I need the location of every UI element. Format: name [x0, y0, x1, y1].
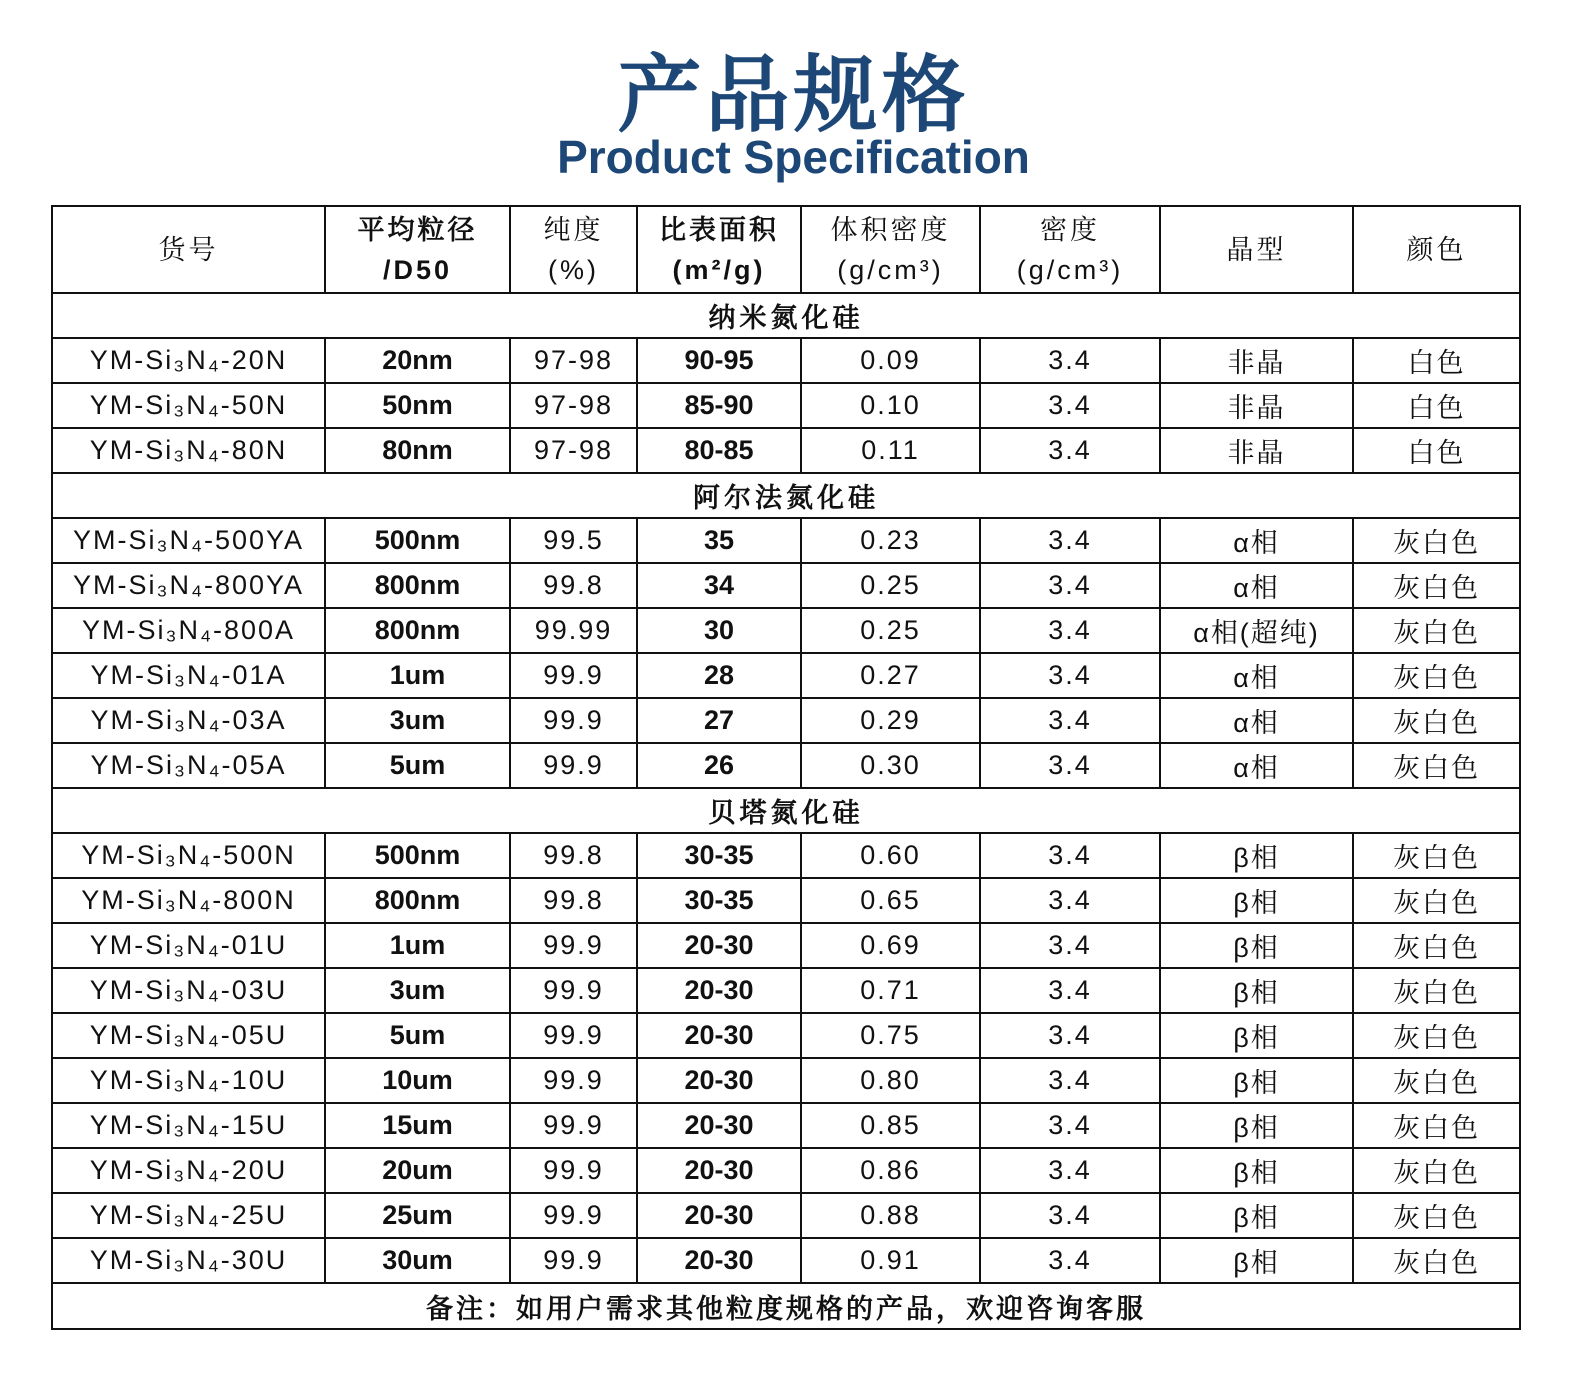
cell-avg-particle-size: 20um — [325, 1148, 510, 1193]
cell-density: 3.4 — [980, 518, 1160, 563]
cell-bulk-density: 0.25 — [801, 608, 980, 653]
cell-purity: 97-98 — [510, 338, 637, 383]
table-row — [52, 563, 1520, 608]
cell-color: 白色 — [1353, 428, 1520, 473]
cell-purity: 99.9 — [510, 698, 637, 743]
cell-density: 3.4 — [980, 1103, 1160, 1148]
cell-bulk-density: 0.75 — [801, 1013, 980, 1058]
cell-purity: 99.5 — [510, 518, 637, 563]
cell-specific-surface-area: 35 — [637, 518, 801, 563]
cell-crystal-type: 非晶 — [1160, 383, 1353, 428]
section-row — [52, 293, 1520, 338]
cell-avg-particle-size: 5um — [325, 1013, 510, 1058]
cell-avg-particle-size: 1um — [325, 923, 510, 968]
cell-purity: 99.8 — [510, 563, 637, 608]
cell-bulk-density: 0.80 — [801, 1058, 980, 1103]
header-unit: (m²/g) — [672, 254, 766, 285]
cell-color: 灰白色 — [1353, 698, 1520, 743]
cell-density: 3.4 — [980, 833, 1160, 878]
section-row — [52, 473, 1520, 518]
cell-avg-particle-size: 50nm — [325, 383, 510, 428]
cell-specific-surface-area: 90-95 — [637, 338, 801, 383]
cell-crystal-type: β相 — [1160, 1103, 1353, 1148]
cell-color: 灰白色 — [1353, 1148, 1520, 1193]
cell-specific-surface-area: 26 — [637, 743, 801, 788]
cell-color: 灰白色 — [1353, 608, 1520, 653]
page-title-en: Product Specification — [557, 131, 1030, 183]
header-label: 颜色 — [1406, 234, 1467, 265]
cell-color: 灰白色 — [1353, 563, 1520, 608]
cell-purity: 99.9 — [510, 1103, 637, 1148]
header-label: 晶型 — [1226, 234, 1287, 265]
cell-product-code: YM-Si₃N₄-05U — [52, 1013, 325, 1058]
table-row — [52, 1148, 1520, 1193]
table-row — [52, 608, 1520, 653]
cell-specific-surface-area: 20-30 — [637, 1238, 801, 1283]
cell-avg-particle-size: 1um — [325, 653, 510, 698]
header-density — [980, 206, 1160, 293]
cell-crystal-type: α相 — [1160, 563, 1353, 608]
cell-specific-surface-area: 20-30 — [637, 1058, 801, 1103]
cell-density: 3.4 — [980, 1058, 1160, 1103]
table-row — [52, 1013, 1520, 1058]
cell-avg-particle-size: 5um — [325, 743, 510, 788]
footnote-row — [52, 1283, 1520, 1329]
cell-specific-surface-area: 20-30 — [637, 923, 801, 968]
cell-avg-particle-size: 3um — [325, 968, 510, 1013]
cell-bulk-density: 0.86 — [801, 1148, 980, 1193]
cell-specific-surface-area: 80-85 — [637, 428, 801, 473]
cell-purity: 99.8 — [510, 833, 637, 878]
cell-avg-particle-size: 80nm — [325, 428, 510, 473]
cell-product-code: YM-Si₃N₄-01U — [52, 923, 325, 968]
cell-purity: 99.9 — [510, 923, 637, 968]
cell-bulk-density: 0.85 — [801, 1103, 980, 1148]
cell-specific-surface-area: 30-35 — [637, 833, 801, 878]
cell-crystal-type: β相 — [1160, 878, 1353, 923]
cell-color: 灰白色 — [1353, 653, 1520, 698]
cell-density: 3.4 — [980, 878, 1160, 923]
cell-bulk-density: 0.10 — [801, 383, 980, 428]
cell-avg-particle-size: 800nm — [325, 878, 510, 923]
cell-bulk-density: 0.23 — [801, 518, 980, 563]
cell-color: 白色 — [1353, 383, 1520, 428]
header-row — [52, 206, 1520, 293]
cell-product-code: YM-Si₃N₄-03U — [52, 968, 325, 1013]
table-row — [52, 743, 1520, 788]
cell-bulk-density: 0.30 — [801, 743, 980, 788]
header-avg-particle-size — [325, 206, 510, 293]
cell-purity: 99.99 — [510, 608, 637, 653]
table-row — [52, 833, 1520, 878]
table-row — [52, 1238, 1520, 1283]
header-unit: /D50 — [382, 254, 453, 285]
cell-product-code: YM-Si₃N₄-500YA — [52, 518, 325, 563]
cell-color: 灰白色 — [1353, 878, 1520, 923]
cell-density: 3.4 — [980, 743, 1160, 788]
header-label: 体积密度 — [830, 214, 951, 245]
cell-crystal-type: 非晶 — [1160, 338, 1353, 383]
cell-crystal-type: α相 — [1160, 653, 1353, 698]
cell-product-code: YM-Si₃N₄-800YA — [52, 563, 325, 608]
cell-crystal-type: α相 — [1160, 518, 1353, 563]
cell-bulk-density: 0.65 — [801, 878, 980, 923]
section-title: 纳米氮化硅 — [52, 293, 1520, 338]
cell-density: 3.4 — [980, 338, 1160, 383]
cell-specific-surface-area: 20-30 — [637, 1193, 801, 1238]
table-row — [52, 878, 1520, 923]
cell-avg-particle-size: 3um — [325, 698, 510, 743]
cell-product-code: YM-Si₃N₄-10U — [52, 1058, 325, 1103]
cell-specific-surface-area: 20-30 — [637, 1103, 801, 1148]
cell-purity: 99.9 — [510, 743, 637, 788]
page-title-zh: 产品规格 — [617, 48, 970, 142]
cell-avg-particle-size: 20nm — [325, 338, 510, 383]
table-row — [52, 923, 1520, 968]
cell-density: 3.4 — [980, 923, 1160, 968]
cell-avg-particle-size: 800nm — [325, 608, 510, 653]
header-purity — [510, 206, 637, 293]
header-unit: (g/cm³) — [1016, 254, 1124, 285]
table-row — [52, 968, 1520, 1013]
cell-product-code: YM-Si₃N₄-03A — [52, 698, 325, 743]
header-label: 纯度 — [543, 214, 604, 245]
cell-color: 灰白色 — [1353, 743, 1520, 788]
header-color — [1353, 206, 1520, 293]
cell-purity: 99.9 — [510, 653, 637, 698]
cell-color: 灰白色 — [1353, 923, 1520, 968]
cell-crystal-type: α相(超纯) — [1160, 608, 1353, 653]
footnote: 备注：如用户需求其他粒度规格的产品，欢迎咨询客服 — [52, 1283, 1520, 1329]
cell-product-code: YM-Si₃N₄-20U — [52, 1148, 325, 1193]
cell-density: 3.4 — [980, 1013, 1160, 1058]
cell-bulk-density: 0.29 — [801, 698, 980, 743]
cell-color: 灰白色 — [1353, 833, 1520, 878]
cell-avg-particle-size: 25um — [325, 1193, 510, 1238]
cell-product-code: YM-Si₃N₄-80N — [52, 428, 325, 473]
cell-bulk-density: 0.71 — [801, 968, 980, 1013]
header-label: 平均粒径 — [357, 214, 478, 245]
cell-avg-particle-size: 800nm — [325, 563, 510, 608]
cell-product-code: YM-Si₃N₄-01A — [52, 653, 325, 698]
cell-color: 白色 — [1353, 338, 1520, 383]
header-specific-surface-area — [637, 206, 801, 293]
header-label: 比表面积 — [659, 214, 779, 245]
cell-product-code: YM-Si₃N₄-50N — [52, 383, 325, 428]
cell-density: 3.4 — [980, 698, 1160, 743]
cell-purity: 99.9 — [510, 968, 637, 1013]
cell-avg-particle-size: 30um — [325, 1238, 510, 1283]
spec-table — [51, 205, 1521, 1330]
cell-product-code: YM-Si₃N₄-30U — [52, 1238, 325, 1283]
header-unit: (%) — [548, 254, 599, 285]
cell-density: 3.4 — [980, 608, 1160, 653]
cell-specific-surface-area: 30-35 — [637, 878, 801, 923]
cell-color: 灰白色 — [1353, 968, 1520, 1013]
table-row — [52, 1193, 1520, 1238]
table-row — [52, 653, 1520, 698]
cell-bulk-density: 0.11 — [801, 428, 980, 473]
cell-crystal-type: β相 — [1160, 1148, 1353, 1193]
table-row — [52, 1058, 1520, 1103]
cell-crystal-type: α相 — [1160, 698, 1353, 743]
cell-specific-surface-area: 20-30 — [637, 1013, 801, 1058]
cell-crystal-type: β相 — [1160, 1193, 1353, 1238]
cell-bulk-density: 0.09 — [801, 338, 980, 383]
header-product-code — [52, 206, 325, 293]
cell-avg-particle-size: 10um — [325, 1058, 510, 1103]
table-row — [52, 1103, 1520, 1148]
cell-color: 灰白色 — [1353, 1058, 1520, 1103]
cell-density: 3.4 — [980, 563, 1160, 608]
cell-bulk-density: 0.69 — [801, 923, 980, 968]
cell-specific-surface-area: 34 — [637, 563, 801, 608]
cell-crystal-type: β相 — [1160, 1058, 1353, 1103]
cell-crystal-type: β相 — [1160, 968, 1353, 1013]
cell-density: 3.4 — [980, 1193, 1160, 1238]
cell-crystal-type: β相 — [1160, 833, 1353, 878]
header-label: 货号 — [158, 234, 219, 265]
cell-color: 灰白色 — [1353, 1013, 1520, 1058]
cell-crystal-type: β相 — [1160, 1238, 1353, 1283]
cell-specific-surface-area: 20-30 — [637, 1148, 801, 1193]
cell-purity: 97-98 — [510, 383, 637, 428]
cell-density: 3.4 — [980, 968, 1160, 1013]
cell-bulk-density: 0.88 — [801, 1193, 980, 1238]
cell-bulk-density: 0.60 — [801, 833, 980, 878]
cell-density: 3.4 — [980, 383, 1160, 428]
table-row — [52, 698, 1520, 743]
cell-product-code: YM-Si₃N₄-800A — [52, 608, 325, 653]
cell-purity: 99.9 — [510, 1238, 637, 1283]
cell-product-code: YM-Si₃N₄-05A — [52, 743, 325, 788]
cell-bulk-density: 0.27 — [801, 653, 980, 698]
cell-color: 灰白色 — [1353, 1103, 1520, 1148]
cell-avg-particle-size: 500nm — [325, 518, 510, 563]
cell-specific-surface-area: 28 — [637, 653, 801, 698]
cell-color: 灰白色 — [1353, 1193, 1520, 1238]
cell-crystal-type: α相 — [1160, 743, 1353, 788]
cell-purity: 99.9 — [510, 1058, 637, 1103]
cell-crystal-type: 非晶 — [1160, 428, 1353, 473]
cell-specific-surface-area: 85-90 — [637, 383, 801, 428]
cell-purity: 99.8 — [510, 878, 637, 923]
cell-density: 3.4 — [980, 428, 1160, 473]
cell-avg-particle-size: 500nm — [325, 833, 510, 878]
cell-bulk-density: 0.91 — [801, 1238, 980, 1283]
cell-product-code: YM-Si₃N₄-15U — [52, 1103, 325, 1148]
cell-purity: 99.9 — [510, 1148, 637, 1193]
section-title: 贝塔氮化硅 — [52, 788, 1520, 833]
cell-purity: 97-98 — [510, 428, 637, 473]
section-row — [52, 788, 1520, 833]
table-row — [52, 428, 1520, 473]
cell-specific-surface-area: 20-30 — [637, 968, 801, 1013]
cell-product-code: YM-Si₃N₄-25U — [52, 1193, 325, 1238]
cell-product-code: YM-Si₃N₄-500N — [52, 833, 325, 878]
cell-density: 3.4 — [980, 1238, 1160, 1283]
table-row — [52, 518, 1520, 563]
cell-crystal-type: β相 — [1160, 1013, 1353, 1058]
header-label: 密度 — [1040, 214, 1100, 245]
cell-purity: 99.9 — [510, 1193, 637, 1238]
cell-density: 3.4 — [980, 1148, 1160, 1193]
header-crystal-type — [1160, 206, 1353, 293]
cell-product-code: YM-Si₃N₄-20N — [52, 338, 325, 383]
cell-color: 灰白色 — [1353, 518, 1520, 563]
header-unit: (g/cm³) — [837, 254, 944, 285]
cell-avg-particle-size: 15um — [325, 1103, 510, 1148]
cell-bulk-density: 0.25 — [801, 563, 980, 608]
cell-crystal-type: β相 — [1160, 923, 1353, 968]
cell-color: 灰白色 — [1353, 1238, 1520, 1283]
section-title: 阿尔法氮化硅 — [52, 473, 1520, 518]
cell-product-code: YM-Si₃N₄-800N — [52, 878, 325, 923]
table-row — [52, 383, 1520, 428]
cell-density: 3.4 — [980, 653, 1160, 698]
cell-purity: 99.9 — [510, 1013, 637, 1058]
cell-specific-surface-area: 30 — [637, 608, 801, 653]
table-row — [52, 338, 1520, 383]
cell-specific-surface-area: 27 — [637, 698, 801, 743]
header-bulk-density — [801, 206, 980, 293]
